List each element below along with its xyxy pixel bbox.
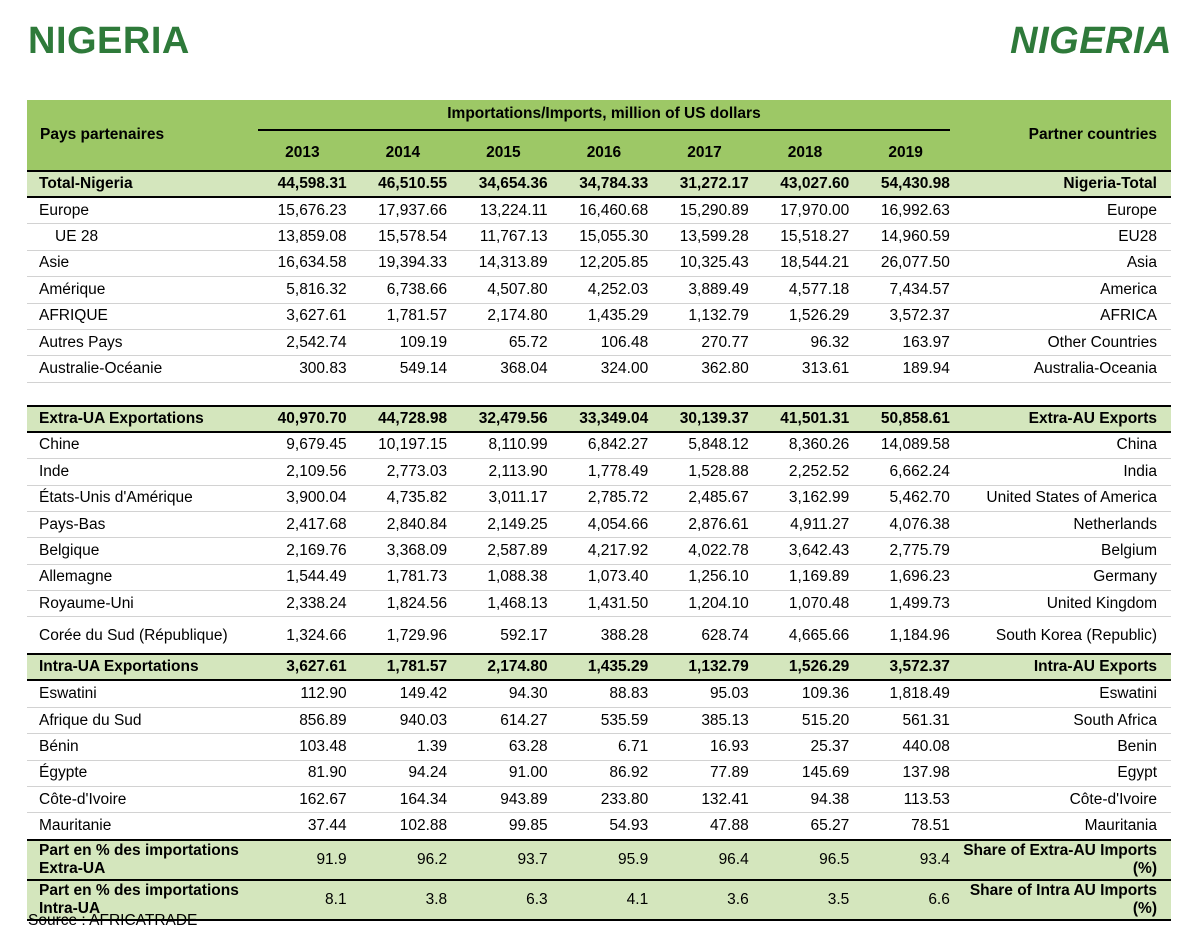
header-partner-fr: Pays partenaires [27, 100, 252, 171]
total-row [27, 171, 1171, 197]
table-row [27, 224, 1171, 250]
row-label-fr: Égypte [27, 760, 252, 786]
row-label-fr: Asie [27, 250, 252, 276]
cell-value: 5,462.70 [855, 485, 956, 511]
cell-value: 145.69 [755, 760, 856, 786]
table-row [27, 303, 1171, 329]
cell-value: 6,662.24 [855, 459, 956, 485]
cell-value: 12,205.85 [554, 250, 655, 276]
cell-value: 440.08 [855, 734, 956, 760]
cell-value: 270.77 [654, 329, 755, 355]
share-intra-row [27, 880, 1171, 920]
row-label-en: South Korea (Republic) [956, 617, 1171, 655]
cell-value: 43,027.60 [755, 171, 856, 197]
row-label-fr: Afrique du Sud [27, 707, 252, 733]
cell-value: 2,773.03 [353, 459, 454, 485]
row-label-en: Other Countries [956, 329, 1171, 355]
row-label-en: Benin [956, 734, 1171, 760]
cell-value: 3.6 [654, 880, 755, 920]
cell-value: 10,325.43 [654, 250, 755, 276]
imports-table [27, 100, 1171, 921]
row-label-fr: Corée du Sud (République) [27, 617, 252, 655]
cell-value: 4,217.92 [554, 538, 655, 564]
cell-value: 81.90 [252, 760, 353, 786]
table-row [27, 277, 1171, 303]
header-year: 2017 [654, 135, 755, 171]
cell-value: 17,937.66 [353, 197, 454, 224]
cell-value: 102.88 [353, 813, 454, 840]
cell-value: 65.27 [755, 813, 856, 840]
row-label-fr: Australie-Océanie [27, 356, 252, 382]
cell-value: 15,290.89 [654, 197, 755, 224]
cell-value: 95.9 [554, 840, 655, 880]
row-label-fr: Europe [27, 197, 252, 224]
cell-value: 5,816.32 [252, 277, 353, 303]
row-label-en: Eswatini [956, 680, 1171, 707]
row-label-fr: Côte-d'Ivoire [27, 787, 252, 813]
header-year: 2015 [453, 135, 554, 171]
cell-value: 300.83 [252, 356, 353, 382]
row-label-en: India [956, 459, 1171, 485]
cell-value: 95.03 [654, 680, 755, 707]
cell-value: 2,113.90 [453, 459, 554, 485]
cell-value: 96.32 [755, 329, 856, 355]
cell-value: 34,784.33 [554, 171, 655, 197]
cell-value: 3,572.37 [855, 303, 956, 329]
cell-value: 31,272.17 [654, 171, 755, 197]
cell-value: 2,775.79 [855, 538, 956, 564]
row-label-fr: Eswatini [27, 680, 252, 707]
row-label-en: America [956, 277, 1171, 303]
cell-value: 93.4 [855, 840, 956, 880]
cell-value: 940.03 [353, 707, 454, 733]
cell-value: 1,729.96 [353, 617, 454, 655]
cell-value: 1,818.49 [855, 680, 956, 707]
cell-value: 65.72 [453, 329, 554, 355]
row-label-fr: Part en % des importations Extra-UA [27, 840, 252, 880]
cell-value: 1,781.57 [353, 654, 454, 680]
cell-value: 592.17 [453, 617, 554, 655]
cell-value: 4,252.03 [554, 277, 655, 303]
table-row [27, 734, 1171, 760]
cell-value: 32,479.56 [453, 406, 554, 432]
cell-value: 91.9 [252, 840, 353, 880]
cell-value: 1,544.49 [252, 564, 353, 590]
cell-value: 1,781.73 [353, 564, 454, 590]
cell-value: 2,840.84 [353, 511, 454, 537]
cell-value: 4,022.78 [654, 538, 755, 564]
row-label-fr: États-Unis d'Amérique [27, 485, 252, 511]
row-label-en: Australia-Oceania [956, 356, 1171, 382]
cell-value: 6.6 [855, 880, 956, 920]
cell-value: 1,073.40 [554, 564, 655, 590]
cell-value: 4.1 [554, 880, 655, 920]
header-year: 2013 [252, 135, 353, 171]
cell-value: 11,767.13 [453, 224, 554, 250]
row-label-fr: Autres Pays [27, 329, 252, 355]
cell-value: 3,572.37 [855, 654, 956, 680]
cell-value: 96.5 [755, 840, 856, 880]
cell-value: 163.97 [855, 329, 956, 355]
cell-value: 1,132.79 [654, 654, 755, 680]
cell-value: 109.36 [755, 680, 856, 707]
cell-value: 3,642.43 [755, 538, 856, 564]
cell-value: 324.00 [554, 356, 655, 382]
cell-value: 94.38 [755, 787, 856, 813]
cell-value: 2,542.74 [252, 329, 353, 355]
cell-value: 2,785.72 [554, 485, 655, 511]
header-year: 2018 [755, 135, 856, 171]
cell-value: 16,460.68 [554, 197, 655, 224]
table-row [27, 250, 1171, 276]
cell-value: 8,360.26 [755, 432, 856, 459]
row-label-en: Germany [956, 564, 1171, 590]
share-extra-row [27, 840, 1171, 880]
cell-value: 19,394.33 [353, 250, 454, 276]
cell-value: 368.04 [453, 356, 554, 382]
table-row [27, 707, 1171, 733]
cell-value: 189.94 [855, 356, 956, 382]
cell-value: 96.2 [353, 840, 454, 880]
row-label-en: Côte-d'Ivoire [956, 787, 1171, 813]
cell-value: 3,627.61 [252, 303, 353, 329]
header-partner-en: Partner countries [956, 100, 1171, 171]
row-label-en: Extra-AU Exports [956, 406, 1171, 432]
cell-value: 2,338.24 [252, 591, 353, 617]
cell-value: 14,089.58 [855, 432, 956, 459]
cell-value: 96.4 [654, 840, 755, 880]
cell-value: 628.74 [654, 617, 755, 655]
row-label-en: Europe [956, 197, 1171, 224]
cell-value: 40,970.70 [252, 406, 353, 432]
page-title-left: NIGERIA [28, 20, 190, 62]
cell-value: 2,587.89 [453, 538, 554, 564]
table-row [27, 617, 1171, 655]
cell-value: 3,162.99 [755, 485, 856, 511]
cell-value: 3,900.04 [252, 485, 353, 511]
extra-total-row [27, 406, 1171, 432]
cell-value: 50,858.61 [855, 406, 956, 432]
cell-value: 6,842.27 [554, 432, 655, 459]
header-year: 2019 [855, 135, 956, 171]
cell-value: 44,598.31 [252, 171, 353, 197]
cell-value: 109.19 [353, 329, 454, 355]
cell-value: 47.88 [654, 813, 755, 840]
row-label-en: Egypt [956, 760, 1171, 786]
cell-value: 1,468.13 [453, 591, 554, 617]
cell-value: 4,577.18 [755, 277, 856, 303]
cell-value: 94.24 [353, 760, 454, 786]
cell-value: 1,526.29 [755, 654, 856, 680]
cell-value: 7,434.57 [855, 277, 956, 303]
table-row [27, 485, 1171, 511]
cell-value: 16,634.58 [252, 250, 353, 276]
page-title-right: NIGERIA [1010, 20, 1172, 62]
cell-value: 41,501.31 [755, 406, 856, 432]
cell-value: 2,174.80 [453, 654, 554, 680]
cell-value: 1.39 [353, 734, 454, 760]
cell-value: 233.80 [554, 787, 655, 813]
row-label-en: South Africa [956, 707, 1171, 733]
row-label-en: United Kingdom [956, 591, 1171, 617]
cell-value: 1,824.56 [353, 591, 454, 617]
row-label-fr: UE 28 [27, 224, 252, 250]
cell-value: 2,109.56 [252, 459, 353, 485]
row-label-fr: Mauritanie [27, 813, 252, 840]
cell-value: 14,960.59 [855, 224, 956, 250]
cell-value: 5,848.12 [654, 432, 755, 459]
row-label-en: Share of Extra-AU Imports (%) [956, 840, 1171, 880]
cell-value: 13,599.28 [654, 224, 755, 250]
row-label-en: Nigeria-Total [956, 171, 1171, 197]
cell-value: 4,665.66 [755, 617, 856, 655]
cell-value: 1,696.23 [855, 564, 956, 590]
row-label-en: Netherlands [956, 511, 1171, 537]
cell-value: 1,499.73 [855, 591, 956, 617]
cell-value: 1,324.66 [252, 617, 353, 655]
cell-value: 26,077.50 [855, 250, 956, 276]
cell-value: 1,088.38 [453, 564, 554, 590]
cell-value: 1,528.88 [654, 459, 755, 485]
row-label-fr: Total-Nigeria [27, 171, 252, 197]
cell-value: 1,435.29 [554, 654, 655, 680]
cell-value: 37.44 [252, 813, 353, 840]
intra-total-row [27, 654, 1171, 680]
cell-value: 3,889.49 [654, 277, 755, 303]
cell-value: 1,435.29 [554, 303, 655, 329]
cell-value: 30,139.37 [654, 406, 755, 432]
row-label-fr: Pays-Bas [27, 511, 252, 537]
cell-value: 162.67 [252, 787, 353, 813]
cell-value: 3,368.09 [353, 538, 454, 564]
row-label-en: Asia [956, 250, 1171, 276]
cell-value: 8.1 [252, 880, 353, 920]
cell-value: 313.61 [755, 356, 856, 382]
cell-value: 63.28 [453, 734, 554, 760]
cell-value: 106.48 [554, 329, 655, 355]
cell-value: 2,252.52 [755, 459, 856, 485]
table-row [27, 197, 1171, 224]
cell-value: 93.7 [453, 840, 554, 880]
cell-value: 2,169.76 [252, 538, 353, 564]
cell-value: 164.34 [353, 787, 454, 813]
row-label-en: United States of America [956, 485, 1171, 511]
cell-value: 1,431.50 [554, 591, 655, 617]
cell-value: 4,076.38 [855, 511, 956, 537]
table-row [27, 511, 1171, 537]
cell-value: 54,430.98 [855, 171, 956, 197]
cell-value: 94.30 [453, 680, 554, 707]
row-label-fr: Royaume-Uni [27, 591, 252, 617]
cell-value: 6.3 [453, 880, 554, 920]
table-row [27, 564, 1171, 590]
cell-value: 18,544.21 [755, 250, 856, 276]
cell-value: 34,654.36 [453, 171, 554, 197]
cell-value: 614.27 [453, 707, 554, 733]
cell-value: 3.5 [755, 880, 856, 920]
cell-value: 33,349.04 [554, 406, 655, 432]
cell-value: 1,169.89 [755, 564, 856, 590]
cell-value: 13,859.08 [252, 224, 353, 250]
cell-value: 15,055.30 [554, 224, 655, 250]
table-row [27, 538, 1171, 564]
cell-value: 1,132.79 [654, 303, 755, 329]
cell-value: 10,197.15 [353, 432, 454, 459]
cell-value: 1,184.96 [855, 617, 956, 655]
cell-value: 25.37 [755, 734, 856, 760]
cell-value: 99.85 [453, 813, 554, 840]
table-row [27, 329, 1171, 355]
cell-value: 78.51 [855, 813, 956, 840]
cell-value: 88.83 [554, 680, 655, 707]
cell-value: 17,970.00 [755, 197, 856, 224]
cell-value: 549.14 [353, 356, 454, 382]
row-label-en: Share of Intra AU Imports (%) [956, 880, 1171, 920]
cell-value: 14,313.89 [453, 250, 554, 276]
table-row [27, 680, 1171, 707]
cell-value: 16,992.63 [855, 197, 956, 224]
table-row [27, 591, 1171, 617]
row-label-fr: Chine [27, 432, 252, 459]
cell-value: 4,735.82 [353, 485, 454, 511]
row-label-fr: Part en % des importations Intra-UA [27, 880, 252, 920]
cell-value: 54.93 [554, 813, 655, 840]
cell-value: 149.42 [353, 680, 454, 707]
cell-value: 46,510.55 [353, 171, 454, 197]
row-label-fr: Amérique [27, 277, 252, 303]
cell-value: 385.13 [654, 707, 755, 733]
cell-value: 16.93 [654, 734, 755, 760]
cell-value: 2,876.61 [654, 511, 755, 537]
cell-value: 1,204.10 [654, 591, 755, 617]
cell-value: 9,679.45 [252, 432, 353, 459]
cell-value: 535.59 [554, 707, 655, 733]
row-label-fr: Allemagne [27, 564, 252, 590]
cell-value: 1,526.29 [755, 303, 856, 329]
cell-value: 4,054.66 [554, 511, 655, 537]
cell-value: 2,417.68 [252, 511, 353, 537]
table-row [27, 760, 1171, 786]
cell-value: 91.00 [453, 760, 554, 786]
cell-value: 15,578.54 [353, 224, 454, 250]
row-label-fr: Bénin [27, 734, 252, 760]
cell-value: 44,728.98 [353, 406, 454, 432]
table-row [27, 787, 1171, 813]
cell-value: 132.41 [654, 787, 755, 813]
table-row [27, 432, 1171, 459]
cell-value: 77.89 [654, 760, 755, 786]
cell-value: 856.89 [252, 707, 353, 733]
header-units-label: Importations/Imports, million of US dollars [258, 105, 950, 131]
cell-value: 1,778.49 [554, 459, 655, 485]
cell-value: 515.20 [755, 707, 856, 733]
row-label-fr: Extra-UA Exportations [27, 406, 252, 432]
row-label-en: Belgium [956, 538, 1171, 564]
cell-value: 6,738.66 [353, 277, 454, 303]
cell-value: 1,781.57 [353, 303, 454, 329]
cell-value: 103.48 [252, 734, 353, 760]
cell-value: 362.80 [654, 356, 755, 382]
cell-value: 3,011.17 [453, 485, 554, 511]
cell-value: 2,149.25 [453, 511, 554, 537]
cell-value: 1,070.48 [755, 591, 856, 617]
cell-value: 113.53 [855, 787, 956, 813]
cell-value: 943.89 [453, 787, 554, 813]
cell-value: 388.28 [554, 617, 655, 655]
row-label-fr: Belgique [27, 538, 252, 564]
spacer-row [27, 382, 1171, 406]
cell-value: 2,174.80 [453, 303, 554, 329]
header-units [252, 100, 956, 135]
row-label-en: EU28 [956, 224, 1171, 250]
cell-value: 86.92 [554, 760, 655, 786]
row-label-en: Intra-AU Exports [956, 654, 1171, 680]
cell-value: 8,110.99 [453, 432, 554, 459]
source-note: Source : AFRICATRADE [28, 912, 198, 929]
cell-value: 15,518.27 [755, 224, 856, 250]
cell-value: 6.71 [554, 734, 655, 760]
cell-value: 2,485.67 [654, 485, 755, 511]
cell-value: 137.98 [855, 760, 956, 786]
header-year: 2014 [353, 135, 454, 171]
cell-value: 112.90 [252, 680, 353, 707]
cell-value: 4,507.80 [453, 277, 554, 303]
cell-value: 1,256.10 [654, 564, 755, 590]
cell-value: 13,224.11 [453, 197, 554, 224]
header-year: 2016 [554, 135, 655, 171]
row-label-en: China [956, 432, 1171, 459]
cell-value: 3.8 [353, 880, 454, 920]
cell-value: 4,911.27 [755, 511, 856, 537]
cell-value: 15,676.23 [252, 197, 353, 224]
row-label-fr: AFRIQUE [27, 303, 252, 329]
cell-value: 3,627.61 [252, 654, 353, 680]
row-label-fr: Inde [27, 459, 252, 485]
table-row [27, 356, 1171, 382]
row-label-en: AFRICA [956, 303, 1171, 329]
row-label-en: Mauritania [956, 813, 1171, 840]
cell-value: 561.31 [855, 707, 956, 733]
row-label-fr: Intra-UA Exportations [27, 654, 252, 680]
table-row [27, 459, 1171, 485]
table-row [27, 813, 1171, 840]
